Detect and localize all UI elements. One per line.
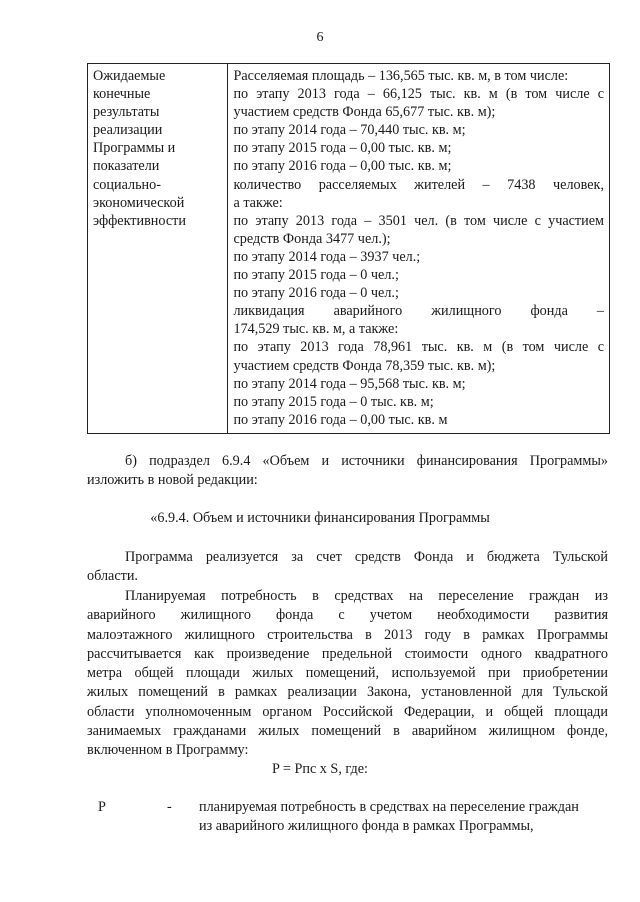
value-line: количество расселяемых жителей – 7438 человек, xyxy=(233,176,604,193)
label-line: конечные xyxy=(93,86,151,103)
value-line: участием средств Фонда 65,677 тыс. кв. м); xyxy=(233,104,496,121)
paragraph-line: малоэтажного жилищного строительства в 2013 году в рамках Программы xyxy=(87,626,608,643)
value-line: средств Фонда 3477 чел.); xyxy=(233,230,391,247)
paragraph-line: занимаемых гражданами жилых помещений в аварийном жилищном фонде, xyxy=(87,723,608,740)
paragraph-funding-sources xyxy=(87,548,608,587)
definition-dash: - xyxy=(167,799,172,815)
label-line: эффективности xyxy=(93,212,186,229)
value-line: ликвидация аварийного жилищного фонда – xyxy=(233,303,604,320)
results-table xyxy=(87,63,610,434)
value-line: Расселяемая площадь – 136,565 тыс. кв. м, в том числе: xyxy=(233,68,569,84)
label-line: Программы и xyxy=(93,140,176,157)
paragraph-line: жилых помещений в рамках реализации Закона, установленной для Тульской xyxy=(87,684,608,701)
definition-symbol: P xyxy=(98,799,106,815)
paragraph-line: Планируемая потребность в средствах на переселение граждан из xyxy=(125,588,608,604)
definition-row xyxy=(87,798,608,838)
value-line: по этапу 2016 года – 0 чел.; xyxy=(233,285,399,302)
label-line: результаты xyxy=(93,104,160,121)
label-line: реализации xyxy=(93,122,163,139)
page-number: 6 xyxy=(316,30,324,45)
table-label-cell xyxy=(88,64,228,434)
paragraph-line: области уполномоченным органом Российской Федерации, и общей площади xyxy=(87,703,608,720)
amendment-paragraph xyxy=(87,452,608,491)
paragraph-planned-need xyxy=(87,587,608,761)
paragraph-line: включенном в Программу: xyxy=(87,742,249,759)
value-line: по этапу 2013 года 78,961 тыс. кв. м (в том числе с xyxy=(233,339,604,356)
value-line: по этапу 2014 года – 95,568 тыс. кв. м; xyxy=(233,375,466,392)
value-line: по этапу 2015 года – 0,00 тыс. кв. м; xyxy=(233,140,452,157)
section-heading: «6.9.4. Объем и источники финансирования Программы xyxy=(150,510,490,526)
value-line: по этапу 2013 года – 3501 чел. (в том числе с участием xyxy=(233,212,604,229)
definition-line: из аварийного жилищного фонда в рамках Программы, xyxy=(199,818,534,835)
value-line: по этапу 2015 года – 0 тыс. кв. м; xyxy=(233,393,434,410)
paragraph-line: Программа реализуется за счет средств Фонда и бюджета Тульской xyxy=(125,549,608,565)
definition-line: планируемая потребность в средствах на переселение граждан xyxy=(199,799,579,815)
value-line: по этапу 2014 года – 3937 чел.; xyxy=(233,248,421,265)
label-line: показатели xyxy=(93,158,160,175)
value-line: по этапу 2014 года – 70,440 тыс. кв. м; xyxy=(233,122,466,139)
label-line: экономической xyxy=(93,194,185,211)
paragraph-line: метра общей площади жилых помещений, используемой при приобретении xyxy=(87,665,608,682)
value-line: по этапу 2016 года – 0,00 тыс. кв. м; xyxy=(233,158,452,175)
formula: P = Pпс x S, где: xyxy=(272,761,368,777)
value-line: а также: xyxy=(233,194,283,211)
value-line: по этапу 2016 года – 0,00 тыс. кв. м xyxy=(233,411,448,428)
table-value-cell xyxy=(228,64,610,434)
amendment-line: б) подраздел 6.9.4 «Объем и источники финансирования Программы» xyxy=(125,453,608,469)
paragraph-line: области. xyxy=(87,568,138,585)
value-line: 174,529 тыс. кв. м, а также: xyxy=(233,321,399,338)
value-line: участием средств Фонда 78,359 тыс. кв. м); xyxy=(233,357,496,374)
label-line: Ожидаемые xyxy=(93,68,166,84)
value-line: по этапу 2015 года – 0 чел.; xyxy=(233,267,399,284)
value-line: по этапу 2013 года – 66,125 тыс. кв. м (в том числе с xyxy=(233,86,604,103)
label-line: социально- xyxy=(93,176,161,193)
amendment-line: изложить в новой редакции: xyxy=(87,472,258,489)
paragraph-line: аварийного жилищного фонда с учетом необходимости развития xyxy=(87,607,608,624)
paragraph-line: рассчитывается как произведение предельной стоимости одного квадратного xyxy=(87,645,608,662)
